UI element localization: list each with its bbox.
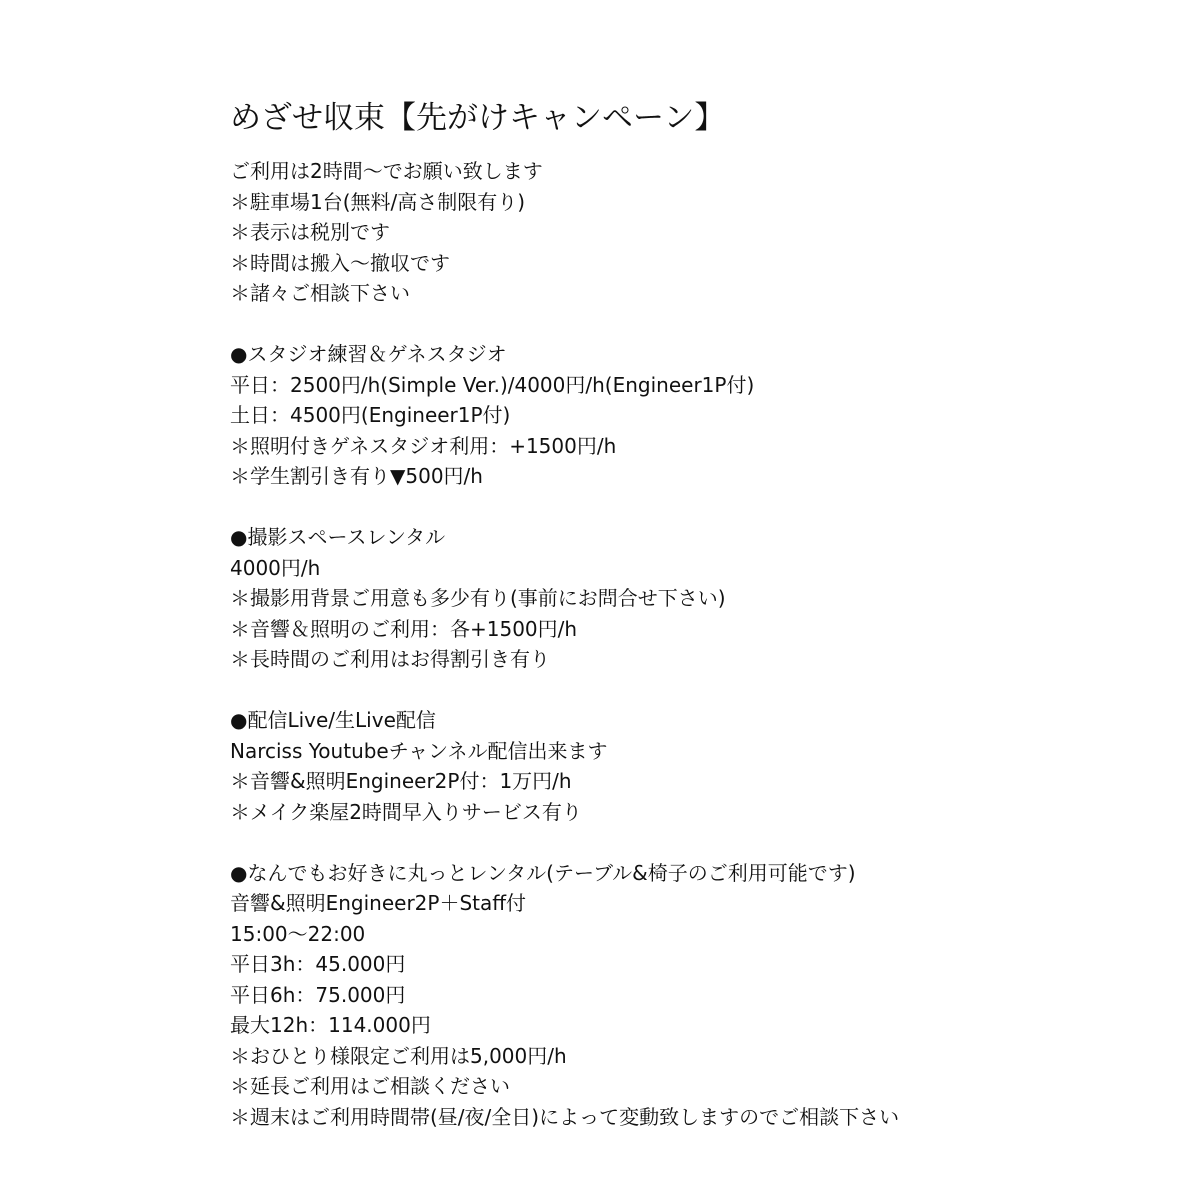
section-line: ＊延長ご利用はご相談ください bbox=[230, 1074, 510, 1098]
section-line: 平日6h：75.000円 bbox=[230, 982, 406, 1007]
intro-line: ＊表示は税別です bbox=[230, 220, 390, 244]
section-line: ＊おひとり様限定ご利用は5,000円/h bbox=[230, 1043, 567, 1068]
section-line: ＊長時間のご利用はお得割引き有り bbox=[230, 647, 550, 671]
section-line: ＊音響＆照明のご利用：各+1500円/h bbox=[230, 616, 578, 641]
section-line: Narciss Youtubeチャンネル配信出来ます bbox=[230, 738, 608, 763]
intro-line: ご利用は2時間～でお願い致します bbox=[230, 159, 543, 183]
section-photo-space bbox=[230, 522, 1170, 675]
section-line: 平日：2500円/h(Simple Ver.)/4000円/h(Engineer1P付) bbox=[230, 372, 755, 397]
section-line: 最大12h：114.000円 bbox=[230, 1013, 431, 1037]
section-heading: ●配信Live/生Live配信 bbox=[230, 708, 436, 732]
intro-line: ＊駐車場1台(無料/高さ制限有り) bbox=[230, 189, 526, 214]
section-line: 平日3h：45.000円 bbox=[230, 952, 406, 976]
section-heading: ●撮影スペースレンタル bbox=[230, 525, 446, 549]
section-line: 音響&照明Engineer2P＋Staff付 bbox=[230, 891, 527, 915]
section-line: 4000円/h bbox=[230, 555, 321, 580]
spacer bbox=[230, 827, 1170, 858]
intro-line: ＊時間は搬入～撤収です bbox=[230, 250, 450, 275]
spacer bbox=[230, 675, 1170, 706]
section-line: ＊週末はご利用時間帯(昼/夜/全日)によって変動致しますのでご相談下さい bbox=[230, 1104, 900, 1129]
section-line: ＊照明付きゲネスタジオ利用：+1500円/h bbox=[230, 433, 617, 458]
section-full-rental bbox=[230, 858, 1170, 1133]
spacer bbox=[230, 309, 1170, 340]
page-title: めざせ収束【先がけキャンペーン】 bbox=[230, 100, 726, 136]
spacer bbox=[230, 492, 1170, 523]
section-line: ＊メイク楽屋2時間早入りサービス有り bbox=[230, 799, 582, 824]
section-line: ＊音響&照明Engineer2P付：1万円/h bbox=[230, 769, 572, 793]
intro-block bbox=[230, 156, 1170, 309]
price-document bbox=[230, 96, 1170, 1132]
section-heading: ●スタジオ練習＆ゲネスタジオ bbox=[230, 342, 507, 366]
section-line: ＊学生割引き有り▼500円/h bbox=[230, 464, 483, 488]
section-studio bbox=[230, 339, 1170, 492]
intro-line: ＊諸々ご相談下さい bbox=[230, 281, 410, 305]
section-heading: ●なんでもお好きに丸っとレンタル(テーブル&椅子のご利用可能です) bbox=[230, 860, 856, 885]
section-live-stream bbox=[230, 705, 1170, 827]
section-line: 土日：4500円(Engineer1P付) bbox=[230, 403, 511, 427]
section-line: 15:00～22:00 bbox=[230, 921, 366, 946]
section-line: ＊撮影用背景ご用意も多少有り(事前にお問合せ下さい) bbox=[230, 586, 726, 610]
